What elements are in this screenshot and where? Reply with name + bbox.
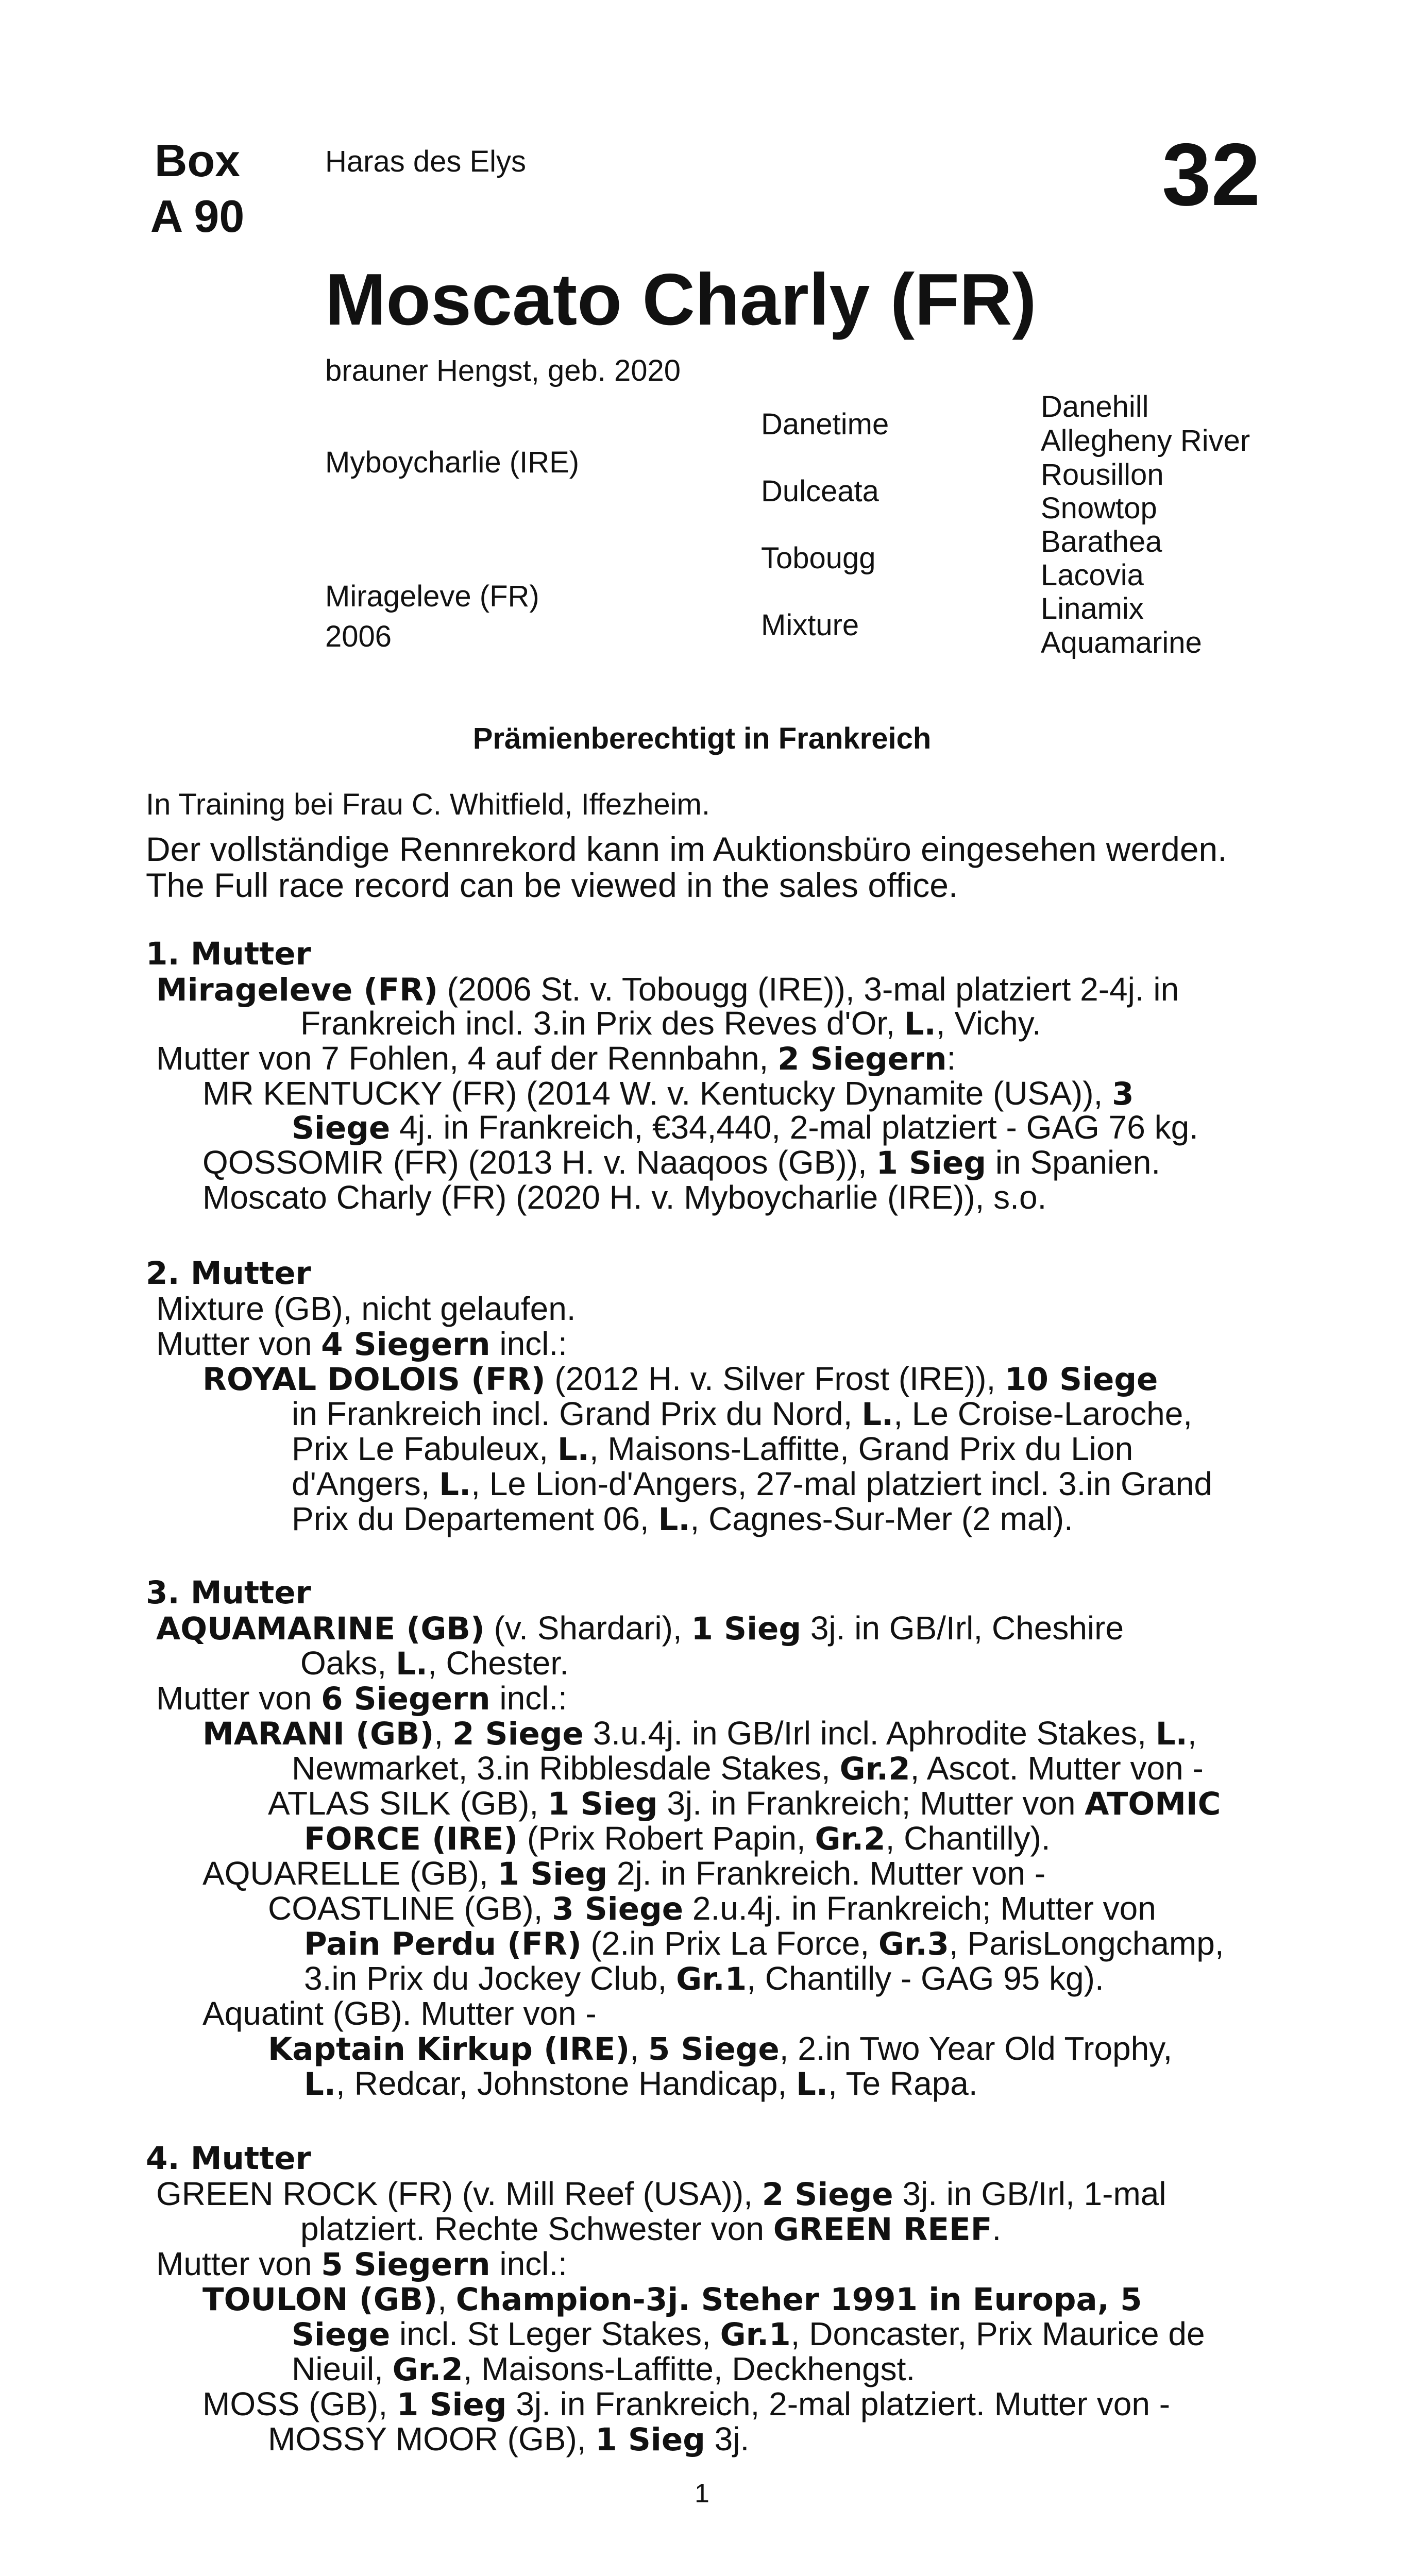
text: , Doncaster, Prix Maurice de [790, 2315, 1205, 2352]
text: GREEN ROCK (FR) (v. Mill Reef (USA)), [156, 2175, 762, 2212]
offspring-line [304, 1961, 1104, 1997]
offspring-line [292, 1466, 1212, 1502]
wins: 1 Sieg [547, 1786, 658, 1822]
text: , Cagnes-Sur-Mer (2 mal). [690, 1500, 1073, 1537]
text: MOSSY MOOR (GB), [268, 2420, 596, 2458]
training-note: In Training bei Frau C. Whitfield, Iffezheim. [146, 788, 710, 821]
text: 3.in Prix du Jockey Club, [304, 1960, 676, 1997]
winners-count: 4 Siegern [321, 1326, 490, 1363]
group-mark: Gr.1 [720, 2316, 791, 2353]
dam-line [156, 1326, 567, 1362]
text: 4j. in Frankreich, €34,440, 2-mal platziert - GAG 76 kg. [390, 1109, 1198, 1146]
offspring-line [292, 1431, 1133, 1467]
offspring-line [292, 1396, 1192, 1432]
offspring-line [202, 2281, 1142, 2317]
text: , Te Rapa. [828, 2065, 978, 2102]
text: , [437, 2280, 456, 2317]
text: , Le Croise-Laroche, [893, 1395, 1193, 1432]
offspring-name: FORCE (IRE) [304, 1821, 518, 1857]
page-number: 1 [695, 2479, 709, 2509]
box-label: Box [154, 135, 241, 186]
text: 2.u.4j. in Frankreich; Mutter von [683, 1890, 1156, 1927]
pedigree-dam-year: 2006 [325, 620, 392, 653]
text: , Chester. [427, 1645, 569, 1682]
text: Mutter von [156, 2245, 322, 2282]
dam-line [156, 1611, 1124, 1647]
box-label-block [146, 133, 249, 244]
box-number: A 90 [150, 191, 245, 242]
text: Nieuil, [292, 2350, 393, 2387]
listed-mark: L. [395, 1646, 428, 1682]
offspring-name: MARANI (GB) [202, 1716, 434, 1752]
wins: 1 Sieg [595, 2421, 705, 2458]
offspring-line [292, 1751, 1204, 1787]
text: in Frankreich incl. Grand Prix du Nord, [292, 1395, 862, 1432]
text: , [630, 2030, 648, 2067]
offspring-line [202, 1716, 1197, 1752]
pedigree-dam-sire: Tobougg [761, 541, 876, 575]
text: (v. Shardari), [484, 1609, 691, 1647]
pedigree-gen3-7: Linamix [1041, 592, 1144, 625]
wins: 1 Sieg [876, 1145, 987, 1181]
pedigree-gen3-3: Rousillon [1041, 458, 1164, 492]
listed-mark: L. [861, 1396, 894, 1433]
pedigree-sire-sire: Danetime [761, 408, 889, 441]
lot-number: 32 [1162, 125, 1261, 224]
text: Mutter von [156, 1325, 322, 1362]
offspring-name: TOULON (GB) [202, 2281, 438, 2318]
wins: 2 Siege [452, 1716, 584, 1752]
text: (2006 St. v. Tobougg (IRE)), 3-mal platziert 2-4j. in [437, 971, 1179, 1008]
text: : [946, 1040, 956, 1077]
text: ATLAS SILK (GB), [268, 1785, 548, 1822]
wins: Siege [292, 1110, 391, 1146]
horse-name: Moscato Charly (FR) [325, 259, 1037, 341]
text: 3j. in GB/Irl, Cheshire [801, 1609, 1124, 1647]
text: , ParisLongchamp, [949, 1925, 1224, 1962]
offspring-line [202, 1856, 1045, 1892]
text: incl.: [490, 2245, 567, 2282]
offspring-name: Kaptain Kirkup (IRE) [268, 2031, 630, 2067]
text: platziert. Rechte Schwester von [300, 2210, 773, 2247]
pedigree-sire-dam: Dulceata [761, 474, 879, 508]
group-mark: Gr.1 [676, 1961, 747, 1997]
text: 2j. in Frankreich. Mutter von - [607, 1855, 1046, 1892]
wins: 1 Sieg [396, 2386, 507, 2423]
wins: Siege [292, 2316, 391, 2353]
text: 3j. in Frankreich, 2-mal platziert. Mutter von - [506, 2385, 1170, 2422]
dam-line [300, 1646, 569, 1682]
text: (Prix Robert Papin, [518, 1820, 815, 1857]
breeder-name: Haras des Elys [325, 145, 527, 178]
offspring-line: Aquatint (GB). Mutter von - [202, 1995, 597, 2032]
text: 3j. in GB/Irl, 1-mal [893, 2175, 1166, 2212]
text: AQUARELLE (GB), [202, 1855, 498, 1892]
listed-mark: L. [439, 1466, 471, 1503]
pedigree-dam-dam: Mixture [761, 608, 859, 642]
text: Prix du Departement 06, [292, 1500, 658, 1537]
text: , Maisons-Laffitte, Grand Prix du Lion [589, 1430, 1134, 1467]
text: 3.u.4j. in GB/Irl incl. Aphrodite Stakes, [583, 1715, 1156, 1752]
horse-description: brauner Hengst, geb. 2020 [325, 354, 681, 387]
wins: 2 Siege [762, 2176, 893, 2213]
offspring-line [304, 1926, 1224, 1962]
offspring-line [292, 2351, 915, 2387]
listed-mark: L. [904, 1006, 936, 1042]
offspring-name: ATOMIC [1085, 1786, 1221, 1822]
offspring-line [268, 1786, 1221, 1822]
text: in Spanien. [986, 1144, 1161, 1181]
text: MR KENTUCKY (FR) (2014 W. v. Kentucky Dynamite (USA)), [202, 1075, 1112, 1112]
text: MOSS (GB), [202, 2385, 397, 2422]
text: . [992, 2210, 1002, 2247]
text: 3j. [705, 2420, 750, 2458]
offspring-line [202, 1361, 1158, 1397]
pedigree-gen3-2: Allegheny River [1041, 424, 1250, 457]
dam-line [156, 2246, 567, 2282]
championship: Champion-3j. Steher 1991 in Europa, 5 [455, 2281, 1142, 2318]
offspring-line [202, 1145, 1160, 1181]
text: , Chantilly). [885, 1820, 1051, 1857]
text: , 2.in Two Year Old Trophy, [779, 2030, 1173, 2067]
listed-mark: L. [557, 1431, 589, 1468]
text: , Maisons-Laffitte, Deckhengst. [463, 2350, 916, 2387]
dam-line [156, 1681, 567, 1717]
text: incl. St Leger Stakes, [390, 2315, 720, 2352]
dam-line [300, 2211, 1001, 2247]
text: Newmarket, 3.in Ribblesdale Stakes, [292, 1750, 840, 1787]
offspring-line [292, 1501, 1073, 1537]
group-mark: Gr.2 [815, 1821, 886, 1857]
wins: 10 Siege [1005, 1361, 1158, 1398]
dam-line [156, 972, 1179, 1008]
text: COASTLINE (GB), [268, 1890, 552, 1927]
section-title: 1. Mutter [146, 936, 311, 972]
text: Prix Le Fabuleux, [292, 1430, 557, 1467]
wins: 1 Sieg [691, 1611, 802, 1647]
text: 3j. in Frankreich; Mutter von [657, 1785, 1085, 1822]
listed-mark: L. [796, 2066, 828, 2103]
winners-count: 2 Siegern [777, 1041, 947, 1077]
text: , Ascot. Mutter von - [910, 1750, 1204, 1787]
offspring-line [304, 1821, 1051, 1857]
offspring-line [202, 2386, 1170, 2422]
wins: 5 Siege [648, 2031, 780, 2067]
listed-mark: L. [1155, 1716, 1188, 1752]
text: , Le Lion-d'Angers, 27-mal platziert incl. 3.in Grand [471, 1465, 1212, 1502]
dam-line [156, 1041, 956, 1077]
offspring-line [304, 2066, 978, 2102]
section-title: 2. Mutter [146, 1255, 311, 1292]
text: incl.: [490, 1680, 567, 1717]
winners-count: 6 Siegern [321, 1681, 490, 1717]
wins: 1 Sieg [497, 1856, 608, 1892]
record-note-en: The Full race record can be viewed in the sales office. [146, 866, 958, 904]
wins: 3 [1112, 1076, 1134, 1112]
pedigree-gen3-6: Lacovia [1041, 558, 1144, 592]
dam-line [156, 2176, 1166, 2212]
offspring-name: Pain Perdu (FR) [304, 1926, 582, 1962]
text: , Chantilly - GAG 95 kg). [747, 1960, 1104, 1997]
winners-count: 5 Siegern [321, 2246, 490, 2283]
listed-mark: L. [304, 2066, 336, 2103]
section-title: 3. Mutter [146, 1574, 311, 1611]
pedigree-gen3-5: Barathea [1041, 525, 1162, 558]
pedigree-dam: Mirageleve (FR) [325, 580, 539, 613]
dam-line [300, 1006, 1041, 1042]
text: Frankreich incl. 3.in Prix des Reves d'Or, [300, 1005, 904, 1042]
offspring-line [202, 1076, 1134, 1112]
eligibility-note: Prämienberechtigt in Frankreich [472, 722, 932, 755]
offspring-name: ROYAL DOLOIS (FR) [202, 1361, 546, 1398]
offspring-line [292, 1110, 1198, 1146]
text: , Vichy. [936, 1005, 1041, 1042]
text: , Redcar, Johnstone Handicap, [336, 2065, 797, 2102]
sibling-name: GREEN REEF [773, 2211, 992, 2248]
wins: 3 Siege [552, 1891, 684, 1927]
dam-name: AQUAMARINE (GB) [156, 1611, 485, 1647]
offspring-line [292, 2316, 1205, 2352]
offspring-line: Moscato Charly (FR) (2020 H. v. Myboycharlie (IRE)), s.o. [202, 1179, 1047, 1216]
pedigree-gen3-4: Snowtop [1041, 492, 1157, 525]
text: (2.in Prix La Force, [581, 1925, 878, 1962]
dam-line: Mixture (GB), nicht gelaufen. [156, 1290, 576, 1327]
offspring-line [268, 1891, 1156, 1927]
listed-mark: L. [658, 1501, 690, 1538]
section-title: 4. Mutter [146, 2140, 311, 2177]
text: Mutter von 7 Fohlen, 4 auf der Rennbahn, [156, 1040, 778, 1077]
pedigree-sire: Myboycharlie (IRE) [325, 446, 580, 479]
text: Mutter von [156, 1680, 322, 1717]
group-mark: Gr.3 [878, 1926, 949, 1962]
text: QOSSOMIR (FR) (2013 H. v. Naaqoos (GB)), [202, 1144, 876, 1181]
group-mark: Gr.2 [392, 2351, 463, 2388]
group-mark: Gr.2 [839, 1751, 910, 1787]
pedigree-gen3-8: Aquamarine [1041, 626, 1202, 659]
offspring-line [268, 2421, 749, 2458]
record-note-de: Der vollständige Rennrekord kann im Auktionsbüro eingesehen werden. [146, 830, 1227, 868]
text: , [434, 1715, 452, 1752]
text: Oaks, [300, 1645, 396, 1682]
dam-name: Mirageleve (FR) [156, 972, 438, 1008]
offspring-line [268, 2031, 1172, 2067]
pedigree-gen3-1: Danehill [1041, 390, 1149, 423]
text: incl.: [490, 1325, 567, 1362]
text: , [1187, 1715, 1197, 1752]
text: (2012 H. v. Silver Frost (IRE)), [545, 1360, 1005, 1397]
text: d'Angers, [292, 1465, 439, 1502]
